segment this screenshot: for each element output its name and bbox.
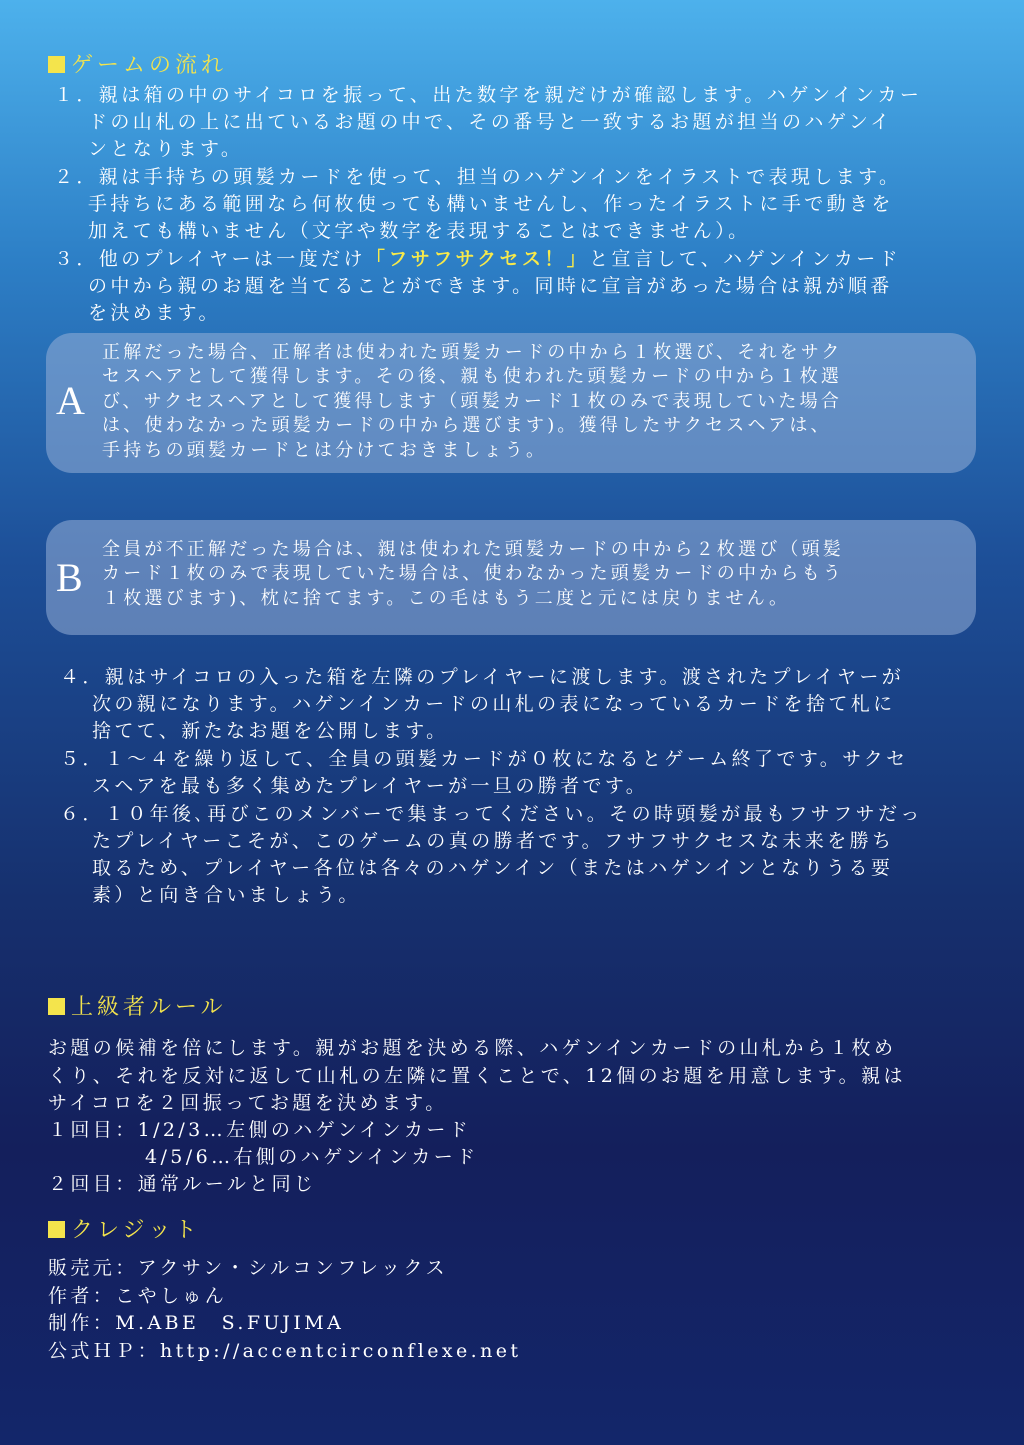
flow-step3-line-2: の中から親のお題を当てることができます。同時に宣言があった場合は親が順番 bbox=[88, 275, 893, 297]
flow2-line-8: 取るため、プレイヤー各位は各々のハゲンイン（またはハゲンインとなりうる要 bbox=[92, 857, 894, 879]
advanced-line-1: お題の候補を倍にします。親がお題を決める際、ハゲンインカードの山札から１枚め bbox=[48, 1037, 897, 1059]
flow-line-5: 手持ちにある範囲なら何枚使っても構いませんし、作ったイラストに手で動きを bbox=[88, 193, 894, 215]
square-bullet-icon bbox=[48, 1221, 65, 1238]
credit-publisher: 販売元：アクサン・シルコンフレックス bbox=[48, 1257, 449, 1279]
case-b-line-3: １枚選びます)、枕に捨てます。この毛はもう二度と元には戻りません。 bbox=[102, 588, 791, 609]
flow-line-1: １．親は箱の中のサイコロを振って、出た数字を親だけが確認します。ハゲンインカー bbox=[54, 84, 923, 106]
flow2-line-9: 素）と向き合いましょう。 bbox=[92, 884, 361, 906]
case-a-line-2: セスヘアとして獲得します。その後、親も使われた頭髪カードの中から１枚選 bbox=[102, 366, 843, 387]
credit-website-link[interactable]: 公式ＨＰ：http://accentcirconflexe.net bbox=[48, 1340, 522, 1362]
flow2-line-4: ５．１～４を繰り返して、全員の頭髪カードが０枚になるとゲーム終了です。サクセ bbox=[60, 748, 909, 770]
case-b-letter: B bbox=[56, 555, 83, 600]
flow2-line-5: スヘアを最も多く集めたプレイヤーが一旦の勝者です。 bbox=[92, 775, 649, 797]
advanced-line-4: １回目：1/2/3…左側のハゲンインカード bbox=[48, 1119, 472, 1141]
flow-step3-line-3: を決めます。 bbox=[88, 302, 221, 324]
case-a-line-1: 正解だった場合、正解者は使われた頭髪カードの中から１枚選び、それをサク bbox=[102, 342, 843, 363]
credit-heading bbox=[48, 1213, 200, 1244]
credit-author: 作者：こやしゅん bbox=[48, 1285, 228, 1307]
flow-step3-line bbox=[54, 246, 901, 273]
advanced-rules-heading-text: 上級者ルール bbox=[71, 995, 227, 1020]
flow-line-6: 加えても構いません（文字や数字を表現することはできません）。 bbox=[88, 220, 751, 242]
advanced-line-3: サイコロを２回振ってお題を決めます。 bbox=[48, 1092, 448, 1114]
advanced-rules-heading bbox=[48, 990, 227, 1021]
case-b-line-1: 全員が不正解だった場合は、親は使われた頭髪カードの中から２枚選び（頭髪 bbox=[102, 539, 844, 560]
case-b-box bbox=[46, 520, 976, 635]
square-bullet-icon bbox=[48, 56, 65, 73]
flow2-line-2: 次の親になります。ハゲンインカードの山札の表になっているカードを捨て札に bbox=[92, 693, 896, 715]
case-a-letter: A bbox=[56, 378, 85, 423]
case-a-box bbox=[46, 333, 976, 473]
flow-line-4: ２．親は手持ちの頭髪カードを使って、担当のハゲンインをイラストで表現します。 bbox=[54, 166, 902, 188]
case-a-line-3: び、サクセスヘアとして獲得します（頭髪カード１枚のみで表現していた場合 bbox=[102, 391, 843, 412]
credit-production: 制作：M.ABE S.FUJIMA bbox=[48, 1312, 345, 1334]
advanced-line-6: ２回目：通常ルールと同じ bbox=[48, 1173, 317, 1195]
step3-prefix: ３．他のプレイヤーは一度だけ bbox=[54, 248, 366, 270]
case-a-line-4: は、使わなかった頭髪カードの中から選びます)。獲得したサクセスヘアは、 bbox=[102, 415, 832, 436]
square-bullet-icon bbox=[48, 998, 65, 1015]
advanced-line-2: くり、それを反対に返して山札の左隣に置くことで、12個のお題を用意します。親は bbox=[48, 1065, 906, 1087]
flow-line-3: ンとなります。 bbox=[88, 138, 244, 160]
credit-heading-text: クレジット bbox=[71, 1218, 201, 1243]
step3-highlight: 「フサフサクセス！」 bbox=[365, 248, 590, 270]
game-flow-heading bbox=[48, 48, 227, 79]
flow2-line-6: ６．１０年後､再びこのメンバーで集まってください。その時頭髪が最もフサフサだっ bbox=[60, 803, 923, 825]
flow2-line-1: ４．親はサイコロの入った箱を左隣のプレイヤーに渡します。渡されたプレイヤーが bbox=[60, 666, 905, 688]
case-a-line-5: 手持ちの頭髪カードとは分けておきましょう。 bbox=[102, 440, 548, 461]
game-flow-heading-text: ゲームの流れ bbox=[71, 53, 228, 78]
flow2-line-3: 捨てて、新たなお題を公開します。 bbox=[92, 720, 449, 742]
flow-line-2: ドの山札の上に出ているお題の中で、その番号と一致するお題が担当のハゲンイ bbox=[88, 111, 893, 133]
step3-suffix: と宣言して、ハゲンインカード bbox=[589, 248, 902, 270]
advanced-line-5: 4/5/6…右側のハゲンインカード bbox=[145, 1146, 479, 1168]
case-b-line-2: カード１枚のみで表現していた場合は、使わなかった頭髪カードの中からもう bbox=[102, 563, 844, 584]
flow2-line-7: たプレイヤーこそが、このゲームの真の勝者です。フサフサクセスな未来を勝ち bbox=[92, 830, 895, 852]
